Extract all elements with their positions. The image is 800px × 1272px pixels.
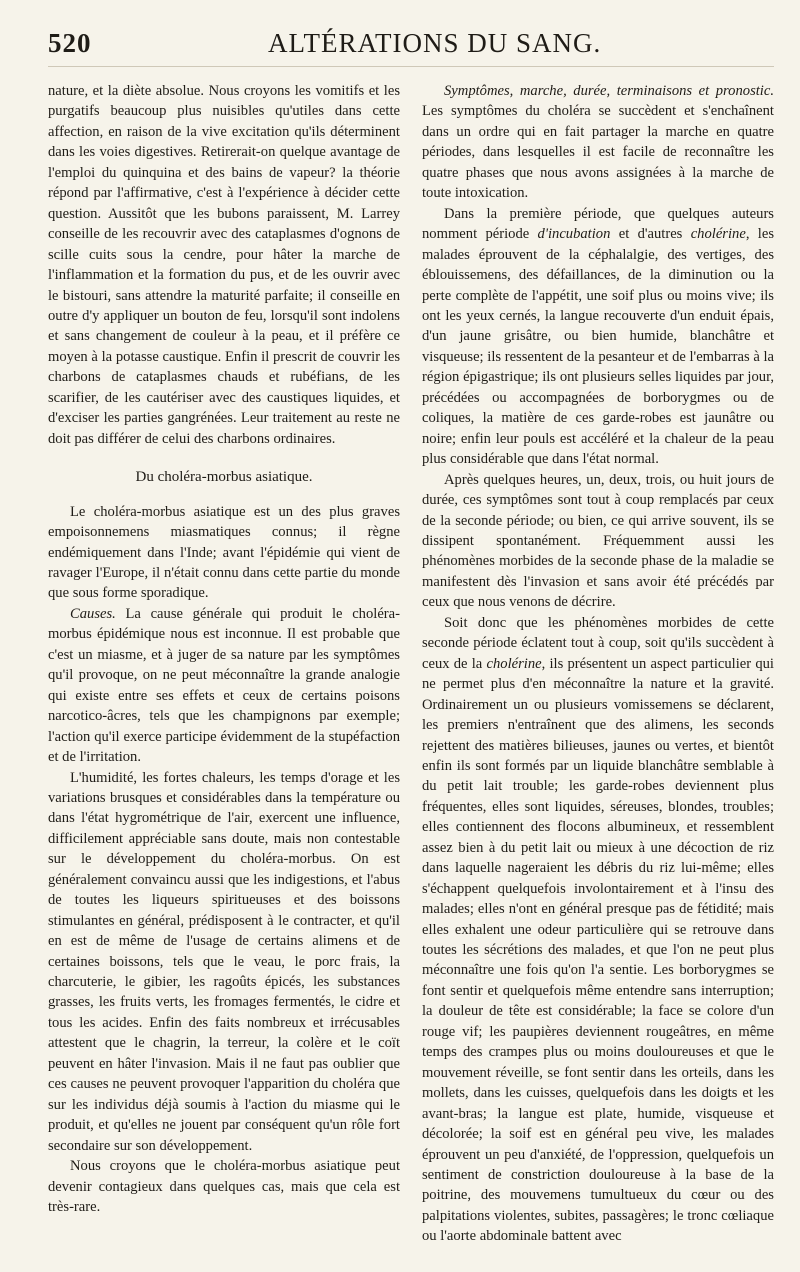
paragraph-text: Les symptômes du choléra se succèdent et s'enchaînent dans un ordre qui en fait partager la marche en quatre périodes, dans lesquelles il est facile de reconnaître les quatre phases que nous avons assignées à la marche de toute intoxication.: [422, 103, 774, 202]
paragraph: Le choléra-morbus asiatique est un des plus graves empoisonnemens miasmatiques connus; il règne endémiquement dans l'Inde; avant l'épidémie qui vient de ravager l'Europe, il n'était connu dans cette partie du monde que sous forme sporadique.: [48, 503, 400, 602]
paragraph: [422, 204, 774, 470]
paragraph-text: , les malades éprouvent de la céphalalgie, des vertiges, des éblouissemens, des défaillances, de la diminution ou la perte complète de l'appétit, une soif plus ou moins vive; ils ont les yeux cernés, la langue recouverte d'un enduit épais, d'un jaune grisâtre, ou bien humide, blanchâtre et visqueuse; ils ressentent de la pesanteur et de l'embarras à la région épigastrique; ils ont plusieurs selles liquides par jour, précédées ou accompagnées de borborygmes ou de coliques, la matière de ces garde-robes est jaunâtre ou noire; enfin leur pouls est accéléré et la chaleur de la peau plus considérable que dans l'état normal.: [422, 226, 775, 468]
paragraph: [422, 81, 774, 204]
left-column: [48, 81, 400, 1247]
paragraph: Après quelques heures, un, deux, trois, ou huit jours de durée, ces symptômes sont tout à coup remplacés par ceux de la seconde période; ou bien, ce qui arrive souvent, ils se dissipent spontanément. Fréquemment aussi les phénomènes morbides de la seconde phase de la maladie se manifestent dès l'invasion et sans avoir été précédés par ceux que nous venons de décrire.: [422, 471, 774, 611]
page-header: [48, 26, 774, 67]
paragraph: L'humidité, les fortes chaleurs, les temps d'orage et les variations brusques et considérables dans la température ou dans l'état hygrométrique de l'air, exercent une influence, difficilement appréciable sans doute, mais non contestable sur le développement du choléra-morbus. On est généralement convaincu aussi que les indigestions, et l'abus de toutes les liqueurs spiritueuses et des boissons stimulantes en général, prédisposent à le contracter, et qu'il en est de même de l'usage de certains alimens et de certaines boissons, tels que le veau, le porc frais, la charcuterie, le gibier, les ragoûts épicés, les substances grasses, les fruits verts, les fromages fermentés, le cidre et tous les acides. Enfin des faits nombreux et irrécusables attestent que le chagrin, la terreur, la colère et le coït peuvent en hâter l'invasion. Mais il ne faut pas oublier que ces causes ne peuvent provoquer l'apparition du choléra que sur les individus déjà soumis à l'action du miasme qui le produit, et qu'elles ne jouent par conséquent qu'un rôle fort secondaire sur son développement.: [48, 769, 400, 1154]
paragraph-text: Dans la première période, que quelques auteurs nomment période: [422, 205, 774, 243]
paragraph-lead: Causes.: [70, 605, 116, 622]
page-number: 520: [48, 28, 92, 58]
paragraph: nature, et la diète absolue. Nous croyons les vomitifs et les purgatifs beaucoup plus nuisibles qu'utiles dans cette affection, en raison de la vive excitation qu'ils déterminent dans les voies digestives. Retirerait-on quelque avantage de l'emploi du quinquina et des bains de vapeur? la théorie répond par l'affirmative, c'est à l'expérience à décider cette question. Aussitôt que les bubons paraissent, M. Larrey conseille de les recouvrir avec des cataplasmes d'ognons de scille cuits sous la cendre, pour hâter la marche de l'inflammation et la formation du pus, et de les ouvrir avec le bistouri, sans attendre la maturité parfaite; il conseille en outre d'y appliquer un bouton de feu, lorsqu'il sont indolens et sans changement de couleur à la peau, et il préfère ce moyen à la potasse caustique. Enfin il prescrit de couvrir les charbons de cataplasmes chauds et rubéfians, de les scarifier, de les cautériser avec des caustiques liquides, et d'exciser les parties gangrénées. Leur traitement au reste ne doit pas différer de celui des charbons ordinaires.: [48, 83, 400, 447]
emphasis: cholérine: [690, 226, 746, 243]
paragraph-text: Soit donc que les phénomènes morbides de cette seconde période éclatent tout à coup, soit qu'ils succèdent à ceux de la: [422, 614, 774, 672]
paragraph-text: , ils présentent un aspect particulier qui ne permet plus d'en méconnaître la nature et la gravité. Ordinairement un ou plusieurs vomissemens se déclarent, les premiers n'entraînent que des alimens, les seconds rejettent des matières bilieuses, jaunes ou vertes, et bientôt enfin ils sont formés par un liquide blanchâtre semblable à du petit lait trouble; les garde-robes deviennent plus fréquentes, elles sont liquides, séreuses, blondes, troubles; elles contiennent des flocons albumineux, et ressemblent assez bien à du petit lait ou mieux à une décoction de riz dans laquelle nageraient les débris du riz lui-même; elles s'échappent quelquefois involontairement et à l'insu des malades; elles n'ont en général presque pas de fétidité; mais elles exhalent une odeur particulière qui se retrouve dans toutes les sécrétions des malades, et que l'on ne peut plus méconnaître une fois qu'on l'a sentie. Les borborygmes se font sentir et quelquefois même entendre sans interruption; la douleur de tête est considérable; la face se colore d'un rouge vif; les paupières deviennent rougeâtres, en même temps des crampes plus ou moins douloureuses et que le mouvement réveille, se font sentir dans les orteils, dans les mollets, dans les cuisses, quelquefois dans les doigts et les avant-bras; la langue est plate, humide, visqueuse et décolorée; la soif est en général peu vive, les malades éprouvent un peu d'anxiété, de l'oppression, quelquefois un sentiment de constriction douloureuse à la base de la poitrine, des mouvemens tumultueux du cœur ou des palpitations violentes, subites, passagères; le tronc cœliaque ou l'aorte abdominale battent avec: [422, 655, 774, 1245]
paragraph: Nous croyons que le choléra-morbus asiatique peut devenir contagieux dans quelques cas, mais que cela est très-rare.: [48, 1158, 400, 1216]
right-column: [422, 81, 774, 1247]
emphasis: d'incubation: [537, 226, 611, 243]
text-columns: [48, 81, 774, 1247]
section-title: Du choléra-morbus asiatique.: [135, 469, 313, 486]
paragraph: [422, 613, 774, 1247]
emphasis: cholérine: [486, 655, 542, 672]
paragraph: [48, 604, 400, 768]
paragraph-lead: Symptômes, marche, durée, terminaisons et pronostic.: [444, 83, 774, 99]
paragraph-text: La cause générale qui produit le choléra-morbus épidémique nous est inconnue. Il est probable que c'est un miasme, et à juger de sa nature par les symptômes qu'il provoque, on ne peut méconnaître la grande analogie qui existe entre ses effets et ceux de certains poisons narcotico-âcres, tels que les champignons par exemple; l'action qu'il exerce participe évidemment de la stupéfaction et de l'irritation.: [48, 605, 400, 766]
paragraph-text: et d'autres: [610, 226, 691, 243]
running-head: ALTÉRATIONS DU SANG.: [268, 28, 602, 58]
